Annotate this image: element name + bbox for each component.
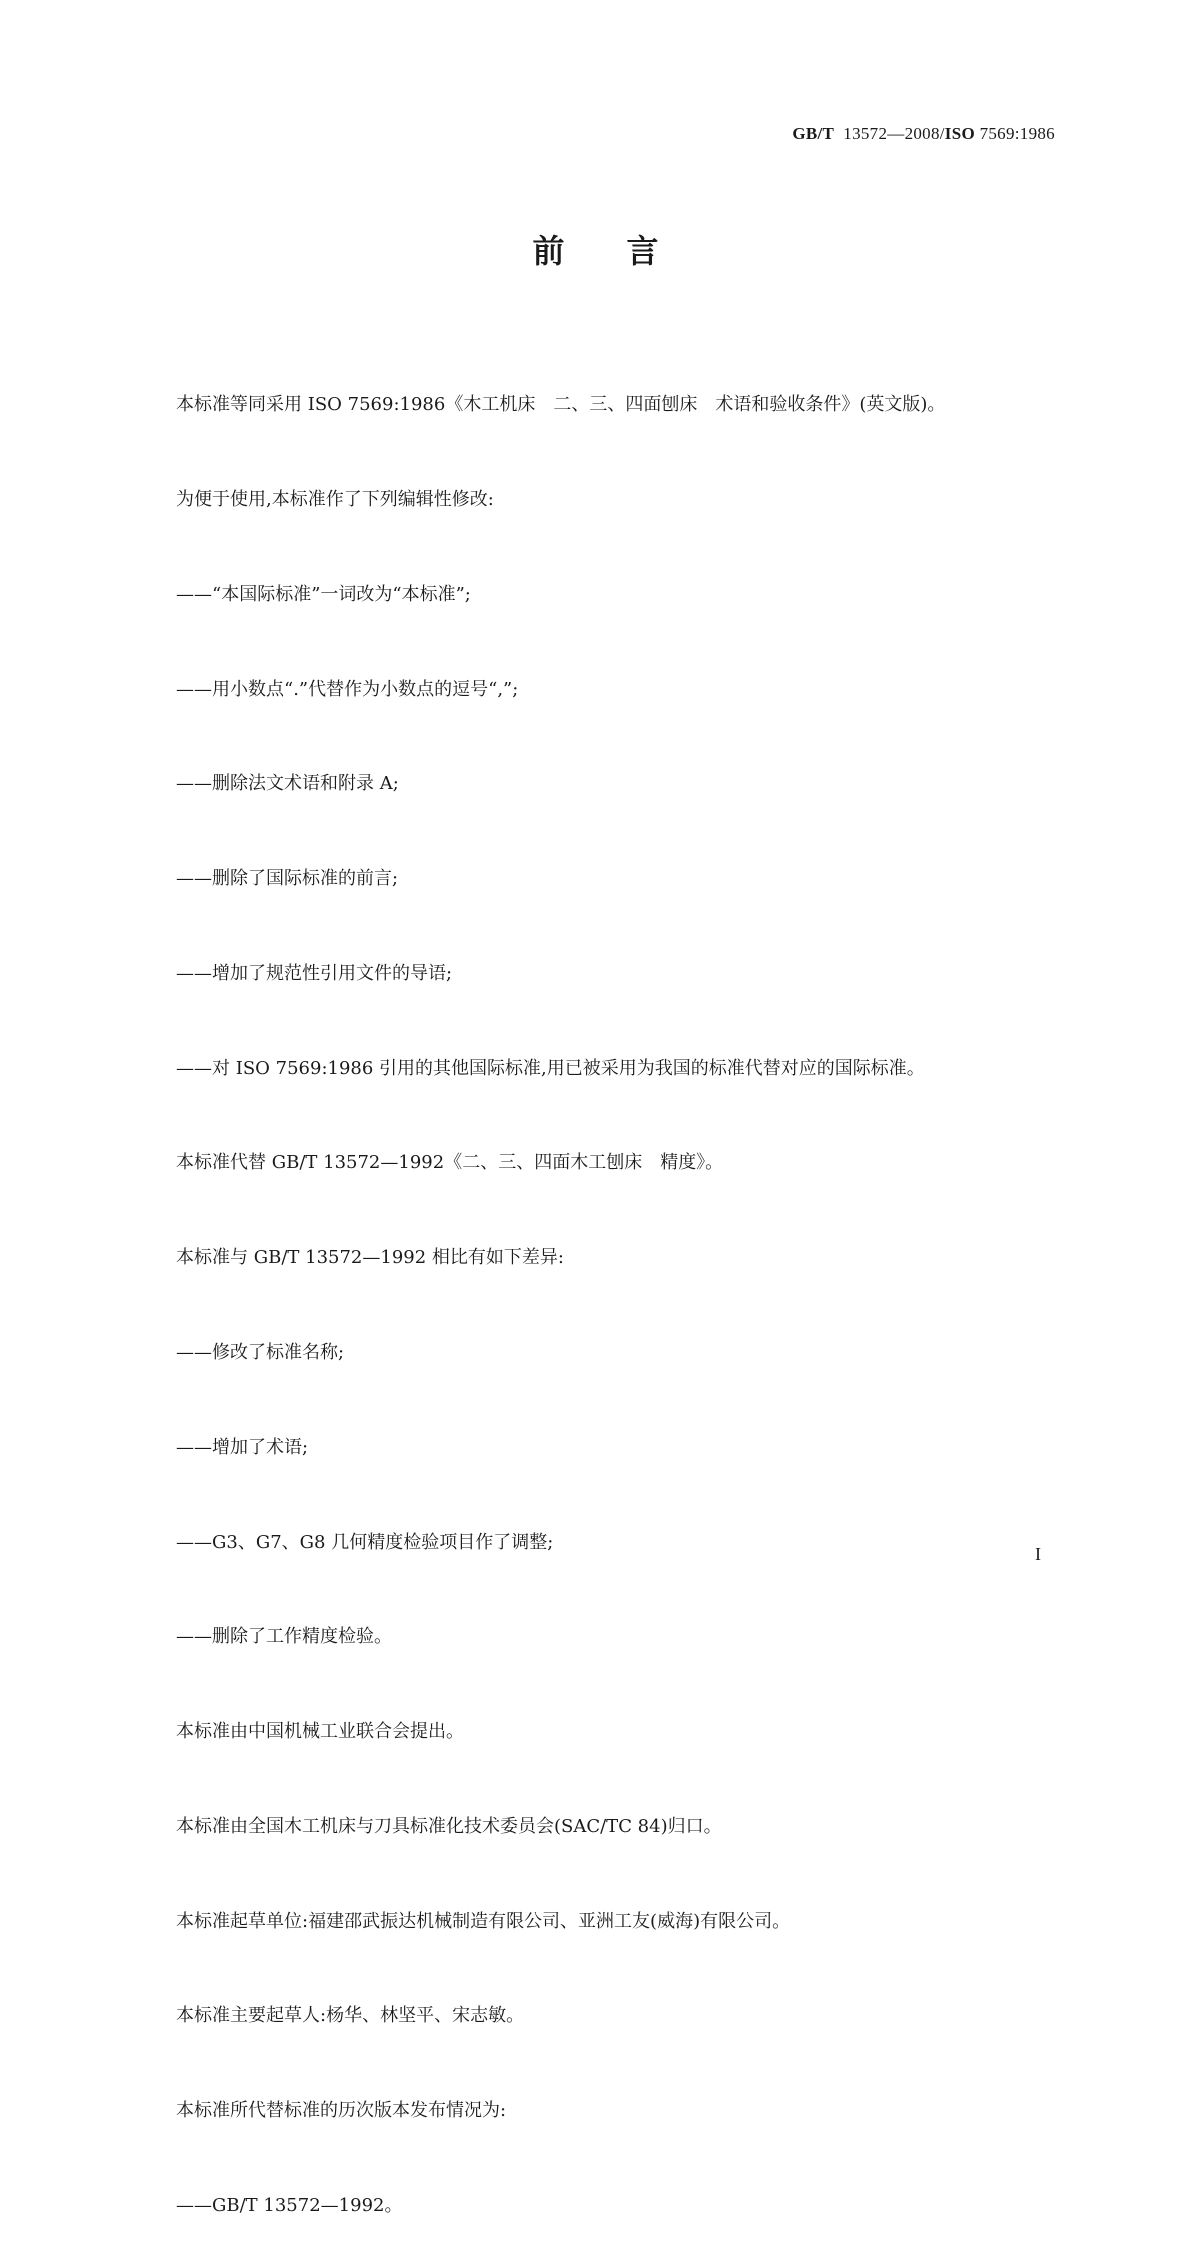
page-title-char-2: 言	[626, 232, 659, 270]
foreword-list-item: ——G3、G7、G8 几何精度检验项目作了调整;	[176, 1531, 554, 1553]
page-number: I	[1035, 1544, 1041, 1564]
foreword-body	[176, 326, 1076, 2253]
standard-code-iso: ISO	[944, 124, 975, 143]
standard-code-iso-number: 7569:1986	[979, 124, 1055, 143]
foreword-line: 本标准与 GB/T 13572—1992 相比有如下差异:	[176, 1247, 564, 1269]
foreword-list-item: ——“本国际标准”一词改为“本标准”;	[176, 583, 471, 605]
foreword-line: 本标准主要起草人:杨华、林坚平、宋志敏。	[176, 2005, 525, 2027]
foreword-list-item: ——用小数点“.”代替作为小数点的逗号“,”;	[176, 678, 519, 700]
standard-code-header	[792, 124, 1055, 144]
foreword-line: 为便于使用,本标准作了下列编辑性修改:	[176, 488, 494, 510]
foreword-line: 本标准代替 GB/T 13572—1992《二、三、四面木工刨床 精度》。	[176, 1152, 724, 1174]
foreword-list-item: ——增加了规范性引用文件的导语;	[176, 962, 453, 984]
foreword-list-item: ——删除了国际标准的前言;	[176, 868, 399, 890]
foreword-line: 本标准由中国机械工业联合会提出。	[176, 1721, 464, 1743]
foreword-list-item: ——GB/T 13572—1992。	[176, 2195, 403, 2217]
standard-code-gbt: GB/T	[792, 124, 835, 143]
foreword-line: 本标准由全国木工机床与刀具标准化技术委员会(SAC/TC 84)归口。	[176, 1815, 722, 1837]
foreword-list-item: ——删除法文术语和附录 A;	[176, 773, 399, 795]
foreword-list-item: ——对 ISO 7569:1986 引用的其他国际标准,用已被采用为我国的标准代替对应的国际标准。	[176, 1057, 925, 1079]
page-title	[0, 226, 1191, 272]
page-title-char-1: 前	[532, 232, 565, 270]
foreword-list-item: ——修改了标准名称;	[176, 1342, 345, 1363]
foreword-line: 本标准等同采用 ISO 7569:1986《木工机床 二、三、四面刨床 术语和验收条件》(英文版)。	[176, 394, 946, 416]
foreword-line: 本标准起草单位:福建邵武振达机械制造有限公司、亚洲工友(威海)有限公司。	[176, 1910, 791, 1932]
foreword-list-item: ——删除了工作精度检验。	[176, 1626, 392, 1648]
standard-code-number: 13572—2008/	[843, 124, 945, 143]
foreword-list-item: ——增加了术语;	[176, 1436, 309, 1458]
foreword-line: 本标准所代替标准的历次版本发布情况为:	[176, 2100, 507, 2122]
